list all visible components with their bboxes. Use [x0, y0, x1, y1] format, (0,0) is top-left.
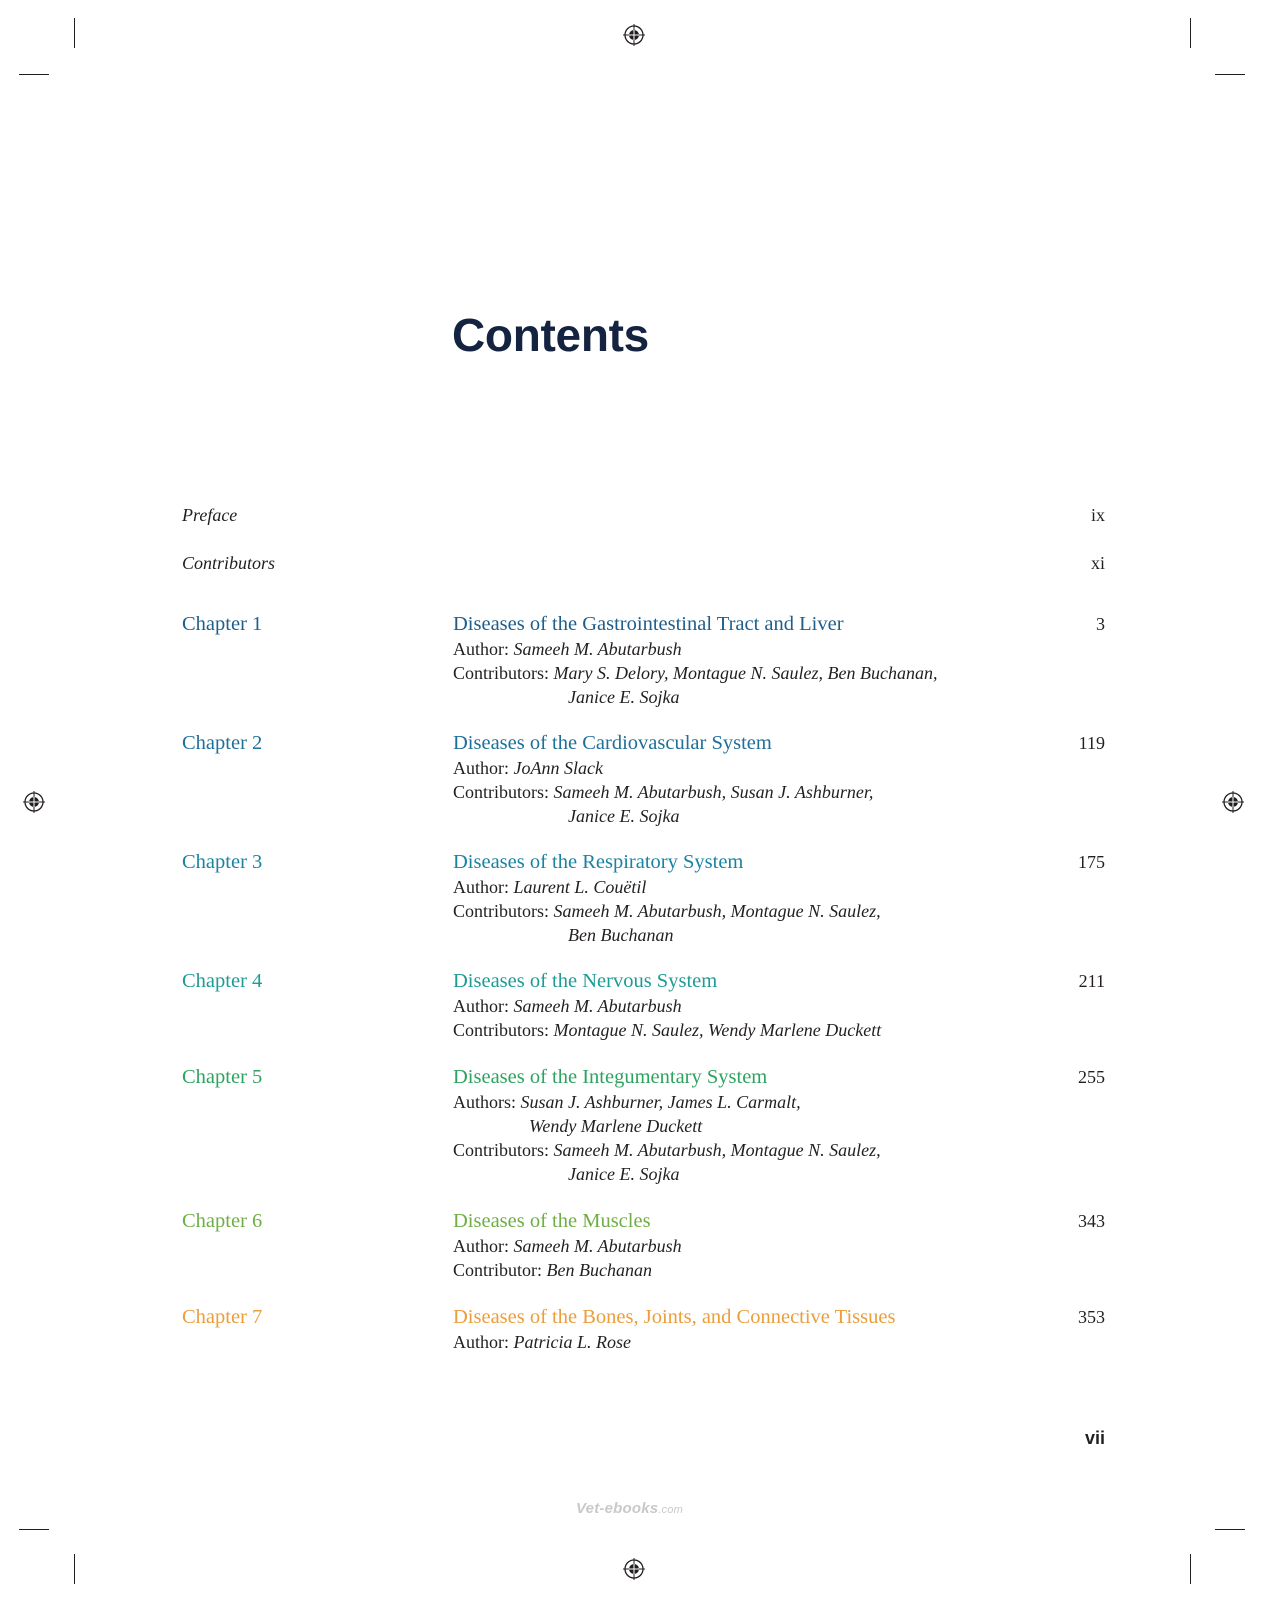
toc-page-number: 353: [1078, 1307, 1105, 1327]
author-label: Author:: [453, 996, 509, 1016]
registration-mark-icon: [623, 24, 645, 46]
chapter-authors: [453, 637, 1023, 661]
author-names: Laurent L. Couëtil: [513, 877, 647, 897]
author-label: Author:: [453, 1332, 509, 1352]
crop-mark: [19, 1529, 49, 1530]
toc-entry-label: Contributors: [182, 553, 276, 573]
chapter-authors: [453, 1330, 1023, 1354]
registration-mark-icon: [23, 791, 45, 813]
chapter-contributors: [453, 1018, 1023, 1042]
chapter-contributors: [453, 1258, 1023, 1282]
author-label: Author:: [453, 1236, 509, 1256]
chapter-number-label: Chapter 4: [182, 970, 263, 992]
author-label: Author:: [453, 877, 509, 897]
toc-page-number: 211: [1078, 971, 1105, 991]
contributor-names: Sameeh M. Abutarbush, Montague N. Saulez,: [553, 1140, 881, 1160]
toc-entry-contributors[interactable]: [182, 553, 1105, 574]
chapter-title[interactable]: Diseases of the Nervous System: [453, 970, 718, 992]
author-names: Wendy Marlene Duckett: [529, 1116, 703, 1136]
author-names: Susan J. Ashburner, James L. Carmalt,: [520, 1092, 801, 1112]
author-label: Author:: [453, 639, 509, 659]
contributor-names: Ben Buchanan: [546, 1260, 652, 1280]
author-names: Sameeh M. Abutarbush: [513, 639, 682, 659]
contributors-label: Contributors:: [453, 901, 550, 921]
contributor-names: Janice E. Sojka: [568, 806, 680, 826]
watermark-logo: [576, 1500, 683, 1517]
chapter-number-label: Chapter 1: [182, 613, 263, 635]
chapter-number-label: Chapter 7: [182, 1306, 263, 1328]
crop-mark: [1215, 74, 1245, 75]
contributors-label: Contributors:: [453, 782, 550, 802]
chapter-title[interactable]: Diseases of the Integumentary System: [453, 1066, 768, 1088]
author-names: JoAnn Slack: [513, 758, 603, 778]
contributor-names: Sameeh M. Abutarbush, Montague N. Saulez,: [553, 901, 881, 921]
chapter-authors: [453, 875, 1023, 899]
contributors-label: Contributors:: [453, 1140, 550, 1160]
chapter-title[interactable]: Diseases of the Bones, Joints, and Connective Tissues: [453, 1306, 896, 1328]
chapter-contributors: [453, 899, 1023, 947]
page-folio: vii: [1084, 1428, 1105, 1448]
registration-mark-icon: [623, 1558, 645, 1580]
chapter-number-label: Chapter 3: [182, 851, 263, 873]
chapter-title[interactable]: Diseases of the Cardiovascular System: [453, 732, 772, 754]
author-names: Patricia L. Rose: [513, 1332, 631, 1352]
chapter-title[interactable]: Diseases of the Respiratory System: [453, 851, 744, 873]
crop-mark: [74, 1554, 75, 1584]
contributor-names: Janice E. Sojka: [568, 687, 680, 707]
toc-page-number: 3: [1096, 614, 1105, 634]
chapter-authors: [453, 1234, 1023, 1258]
contributors-label: Contributors:: [453, 1020, 550, 1040]
registration-mark-icon: [1222, 791, 1244, 813]
contributor-names: Mary S. Delory, Montague N. Saulez, Ben Buchanan,: [553, 663, 938, 683]
chapter-number-label: Chapter 2: [182, 732, 263, 754]
chapter-contributors: [453, 661, 1023, 709]
toc-page-number: 343: [1078, 1211, 1105, 1231]
chapter-number-label: Chapter 5: [182, 1066, 263, 1088]
chapter-contributors: [453, 1138, 1023, 1186]
contributor-names: Montague N. Saulez, Wendy Marlene Duckett: [553, 1020, 882, 1040]
toc-page-number: 119: [1078, 733, 1105, 753]
contributor-names: Sameeh M. Abutarbush, Susan J. Ashburner,: [553, 782, 874, 802]
crop-mark: [1190, 18, 1191, 48]
chapter-title[interactable]: Diseases of the Muscles: [453, 1210, 651, 1232]
chapter-authors: [453, 756, 1023, 780]
chapter-title[interactable]: Diseases of the Gastrointestinal Tract and Liver: [453, 613, 844, 635]
crop-mark: [19, 74, 49, 75]
toc-page-number: 175: [1078, 852, 1105, 872]
page-title: Contents: [452, 309, 649, 361]
toc-entry-label: Preface: [182, 505, 238, 525]
toc-page-number: 255: [1078, 1067, 1105, 1087]
contributor-names: Janice E. Sojka: [568, 1164, 680, 1184]
chapter-authors: [453, 994, 1023, 1018]
contributors-label: Contributors:: [453, 663, 550, 683]
chapter-contributors: [453, 780, 1023, 828]
author-names: Sameeh M. Abutarbush: [513, 996, 682, 1016]
author-names: Sameeh M. Abutarbush: [513, 1236, 682, 1256]
contributors-label: Contributor:: [453, 1260, 542, 1280]
chapter-authors: [453, 1090, 1023, 1138]
crop-mark: [1190, 1554, 1191, 1584]
author-label: Authors:: [453, 1092, 516, 1112]
toc-page-number: xi: [1090, 553, 1105, 573]
watermark-suffix: .com: [658, 1504, 683, 1516]
crop-mark: [1215, 1529, 1245, 1530]
toc-entry-preface[interactable]: [182, 505, 1105, 526]
watermark-text: Vet-ebooks: [576, 1500, 659, 1517]
toc-page-number: ix: [1090, 505, 1105, 525]
author-label: Author:: [453, 758, 509, 778]
crop-mark: [74, 18, 75, 48]
chapter-number-label: Chapter 6: [182, 1210, 263, 1232]
contributor-names: Ben Buchanan: [568, 925, 674, 945]
